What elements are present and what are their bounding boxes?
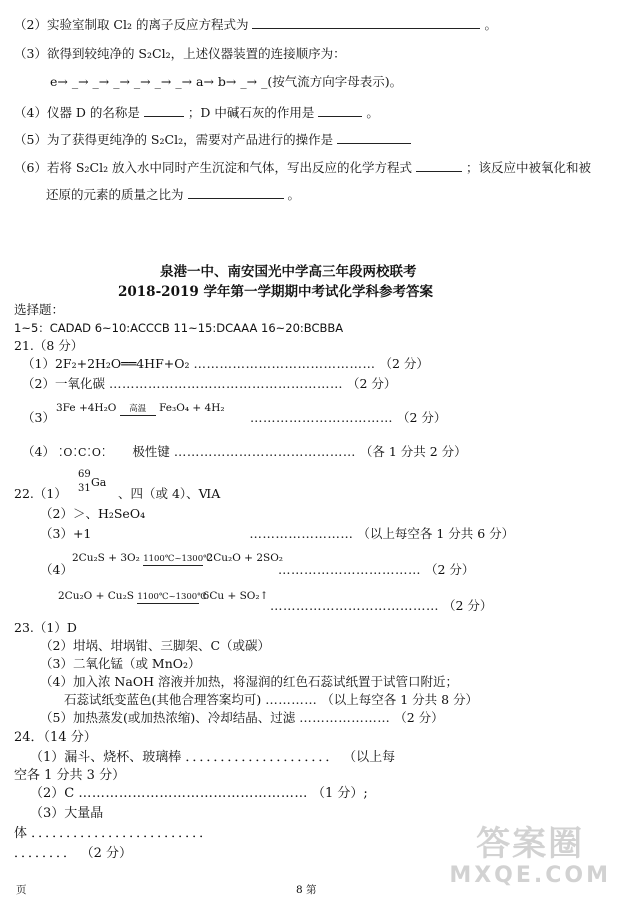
- q22-heading: 22.（1）: [14, 486, 67, 501]
- equals-bar: [143, 565, 203, 566]
- q4-label-b: ；D 中碱石灰的作用是: [187, 105, 315, 120]
- watermark-line-2: MXQE.COM: [449, 863, 611, 888]
- q24-3-line: （3）大量晶: [30, 806, 104, 821]
- q22-4-arrow: [143, 554, 213, 566]
- q6-blank-1[interactable]: [416, 159, 462, 172]
- q21-2-score: （2 分）: [346, 376, 397, 391]
- q21-3-lhs: 3Fe +4H₂O: [56, 402, 117, 414]
- choice-answers: 1~5：CADAD 6~10:ACCCB 11~15:DCAAA 16~20:BCBBA: [14, 321, 344, 335]
- q23-5-score: （2 分）: [394, 710, 444, 725]
- q22-4-line: [40, 562, 73, 578]
- q4-line: [14, 104, 379, 121]
- q22-5-cond: 1100℃~1300℃: [137, 592, 207, 602]
- dot-leader: ………………………………………………: [108, 376, 343, 391]
- q24-3-line-2: [14, 826, 213, 842]
- watermark-logo: [449, 824, 611, 888]
- q23-4b-score: （以上每空各 1 分共 8 分）: [321, 692, 479, 707]
- equals-bar: [120, 415, 156, 416]
- choice-heading: 选择题：: [14, 302, 65, 317]
- gallium-symbol: Ga: [91, 476, 107, 489]
- q21-heading: 21.（8 分）: [14, 338, 84, 353]
- q24-1-score-a: （以上每: [343, 750, 396, 765]
- q22-5-score-line: [270, 598, 492, 614]
- dot-leader: ……………………………: [250, 410, 393, 425]
- q5-blank[interactable]: [337, 131, 411, 144]
- q24-1-line: [30, 750, 395, 766]
- dot-leader: …………: [265, 692, 318, 707]
- q5-line: [14, 131, 411, 148]
- q21-4-bond: 极性键: [132, 444, 170, 459]
- equals-bar: [137, 603, 199, 604]
- dot-leader: ……………………………………: [173, 444, 356, 459]
- q22-2-line: （2）＞、H₂SeO₄: [40, 506, 146, 521]
- dot-leader: ……………………………: [278, 562, 421, 577]
- q21-3-rhs: Fe₃O₄ + 4H₂: [159, 402, 225, 414]
- dot-leader: …………………………………: [270, 598, 439, 613]
- q3-seq-text: e→ _→ _→ _→ _→ _→ _→ a→ b→ _→ _(按气流方向字母表示)。: [50, 74, 403, 89]
- q6-label-a: （6）若将 S₂Cl₂ 放入水中同时产生沉淀和气体，写出反应的化学方程式: [14, 160, 413, 175]
- q22-1-rest: 、四（或 4）、ⅥA: [118, 486, 221, 501]
- q4-blank-2[interactable]: [318, 104, 362, 117]
- q24-2-line: [30, 786, 368, 802]
- q23-4b-line: [64, 692, 478, 708]
- q4-end: 。: [366, 105, 379, 120]
- q6-line-2: [46, 186, 300, 203]
- q2-answer-blank[interactable]: [252, 16, 480, 29]
- q22-4-rhs: 2Cu₂O + 2SO₂: [206, 552, 284, 564]
- q21-3-line: [22, 410, 55, 426]
- q21-2-text: （2）一氧化碳: [22, 376, 105, 391]
- q21-3-cond: 高温: [129, 404, 147, 414]
- q22-4-equation: [72, 550, 283, 566]
- dot-leader: ．．．．．．．．．．．．．．．．．．．．．．．．．: [31, 826, 213, 841]
- q23-4a-line: （4）加入浓 NaOH 溶液并加热，将湿润的红色石蕊试纸置于试管口附近；: [40, 674, 458, 689]
- dot-leader: ……………………………………: [193, 356, 376, 371]
- q21-2-line: [22, 376, 396, 392]
- q22-3-line: [40, 526, 514, 542]
- co2-lewis-structure: ⁚O⁚C⁚O⁚: [58, 446, 107, 459]
- q2-label: （2）实验室制取 Cl₂ 的离子反应方程式为: [14, 17, 249, 32]
- q22-4-cond: 1100℃~1300℃: [143, 554, 213, 564]
- q6-line: [14, 159, 591, 176]
- q6-label-c: 还原的元素的质量之比为: [46, 187, 184, 202]
- q2-line: [14, 16, 497, 33]
- q21-3-num: （3）: [22, 410, 55, 425]
- q4-label-a: （4）仪器 D 的名称是: [14, 105, 140, 120]
- answer-title-2: 2018-2019 学年第一学期期中考试化学科参考答案: [118, 284, 433, 300]
- q6-blank-2[interactable]: [188, 186, 284, 199]
- footer-page-number: 8 第: [296, 884, 317, 896]
- q22-4-num: （4）: [40, 562, 73, 577]
- dot-leader: ．．．．．．．．．．．．．．．．．．．．．: [185, 750, 339, 765]
- q24-2-text: （2）C: [30, 786, 75, 801]
- dot-leader: ……………………: [249, 526, 354, 541]
- q21-4-score: （各 1 分共 2 分）: [359, 444, 467, 459]
- q3-label: （3）欲得到较纯净的 S₂Cl₂，上述仪器装置的连接顺序为：: [14, 46, 346, 61]
- dot-leader: …………………: [299, 710, 391, 725]
- q2-end: 。: [484, 17, 497, 32]
- q24-3-score: （2 分）: [80, 846, 133, 861]
- q24-heading: 24．（14 分）: [14, 730, 97, 745]
- q23-5-text: （5）加热蒸发(或加热浓缩)、冷却结晶、过滤: [40, 710, 296, 725]
- q6-label-b: ；该反应中被氧化和被: [466, 160, 592, 175]
- q21-3-score-line: [250, 410, 446, 426]
- q23-1-line: 23.（1）D: [14, 620, 77, 635]
- q3-sequence: [50, 74, 402, 90]
- q22-4-score-line: [278, 562, 474, 578]
- q23-3-line: （3）二氧化锰（或 MnO₂）: [40, 656, 201, 671]
- q21-3-arrow: [120, 405, 156, 416]
- q23-4b-text: 石蕊试纸变蓝色(其他合理答案均可): [64, 692, 262, 707]
- q5-label: （5）为了获得更纯净的 S₂Cl₂，需要对产品进行的操作是: [14, 132, 334, 147]
- q22-1-line: [14, 486, 67, 502]
- q24-3-line-3: [14, 846, 132, 862]
- dot-leader: ……………………………………………: [78, 786, 308, 801]
- q22-4-lhs: 2Cu₂S + 3O₂: [72, 552, 140, 564]
- answer-title-1: 泉港一中、南安国光中学高三年段两校联考: [160, 264, 417, 280]
- q22-3-text: （3）+1: [40, 526, 92, 541]
- gallium-mass-number: 69: [78, 469, 91, 480]
- q21-4-line: [22, 444, 467, 461]
- watermark-line-1: 答案圈: [476, 824, 585, 864]
- q6-end: 。: [287, 187, 300, 202]
- q22-5-lhs: 2Cu₂O + Cu₂S: [58, 590, 134, 602]
- q22-5-arrow: [137, 592, 207, 604]
- q22-3-score: （以上每空各 1 分共 6 分）: [357, 526, 515, 541]
- gallium-atomic-number: 31: [78, 483, 91, 494]
- q21-1-text: （1）2F₂+2H₂O══4HF+O₂: [22, 356, 190, 371]
- q22-5-equation: [58, 588, 268, 604]
- q21-3-equation: [56, 400, 225, 416]
- q24-3b-text: 体: [14, 826, 28, 841]
- q24-2-score: （1 分）;: [312, 786, 368, 801]
- footer-left: 页: [16, 884, 27, 896]
- q21-1-score: （2 分）: [379, 356, 429, 371]
- q23-2-line: （2）坩埚、坩埚钳、三脚架、C（或碳）: [40, 638, 271, 653]
- dot-leader: ．．．．．．．．: [14, 846, 77, 861]
- q22-5-score: （2 分）: [442, 598, 493, 613]
- q21-3-score: （2 分）: [396, 410, 447, 425]
- q23-5-line: [40, 710, 444, 726]
- q21-1-line: [22, 356, 429, 372]
- q4-blank-1[interactable]: [144, 104, 184, 117]
- q22-4-score: （2 分）: [424, 562, 475, 577]
- q21-4-num: （4）: [22, 444, 55, 459]
- q3-line: [14, 46, 346, 62]
- q22-5-rhs: 6Cu + SO₂↑: [202, 590, 269, 602]
- q24-1-line-2: 空各 1 分共 3 分）: [14, 768, 126, 783]
- q24-1-text: （1）漏斗、烧杯、玻璃棒: [30, 750, 182, 765]
